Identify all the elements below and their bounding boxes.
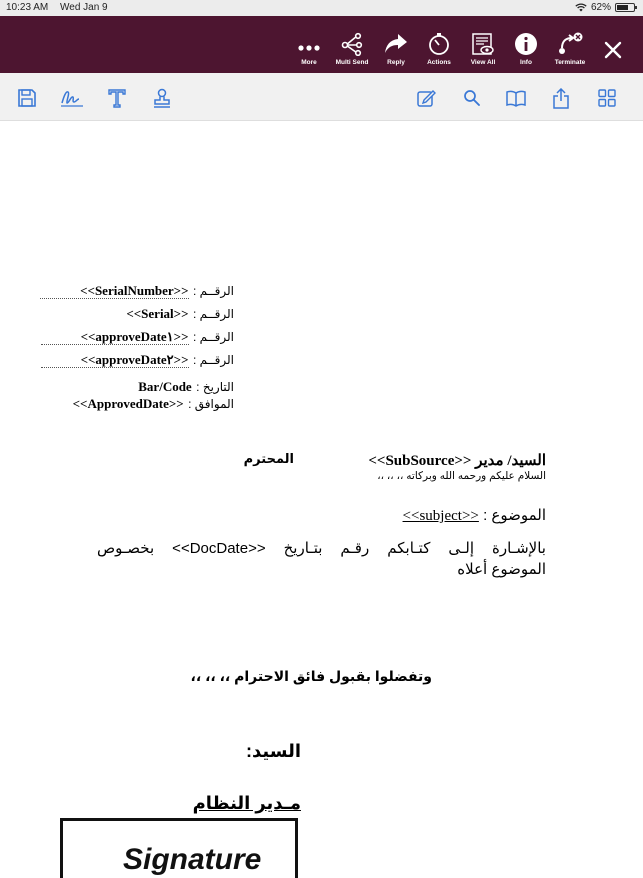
barcode-field: Bar/Code — [138, 379, 192, 394]
subject-line — [403, 506, 546, 525]
approved-label: الموافق : — [188, 397, 234, 411]
recipient-line — [368, 451, 546, 470]
actions-label: Actions — [427, 59, 451, 66]
status-date: Wed Jan 9 — [60, 2, 108, 13]
serial-number-field: <<SerialNumber>> — [40, 283, 188, 299]
top-toolbar — [0, 16, 643, 73]
terminate-icon — [556, 32, 584, 56]
approve-date-1-field: <<approveDate١>> — [41, 329, 189, 345]
info-icon — [514, 32, 538, 56]
text-tool-icon[interactable] — [107, 88, 127, 108]
save-icon[interactable] — [17, 88, 37, 108]
approved-date-field: <<ApprovedDate>> — [72, 396, 184, 411]
approve-date-2-field: <<approveDate٢>> — [41, 352, 189, 368]
reply-label: Reply — [387, 59, 405, 66]
status-bar — [0, 0, 643, 16]
subject-field: <<subject>> — [402, 508, 479, 524]
field-row — [41, 328, 234, 346]
approved-row — [73, 395, 234, 413]
date-label: التاريخ : — [196, 380, 234, 394]
body-line-2: الموضوع أعلاه — [457, 561, 546, 578]
field-row — [126, 305, 234, 323]
signature-box[interactable] — [60, 818, 298, 878]
multi-send-icon — [340, 32, 364, 56]
info-label: Info — [520, 59, 532, 66]
share-icon[interactable] — [551, 88, 571, 110]
more-label: More — [301, 59, 317, 66]
reply-icon — [384, 32, 408, 56]
terminate-label: Terminate — [554, 59, 586, 66]
view-all-icon — [471, 32, 495, 56]
serial-field: <<Serial>> — [126, 306, 189, 321]
field-label: الرقــم : — [192, 330, 234, 344]
annotate-icon[interactable] — [416, 88, 436, 108]
multi-send-label: Multi Send — [335, 59, 369, 66]
search-icon[interactable] — [462, 88, 482, 108]
date-row — [138, 378, 234, 396]
battery-percent: 62% — [590, 2, 611, 13]
greeting: السلام عليكم ورحمه الله وبركاته ،، ،، ،، — [377, 470, 546, 482]
terminate-button[interactable] — [544, 32, 596, 66]
signature-icon[interactable] — [60, 88, 84, 108]
close-icon[interactable] — [603, 40, 623, 60]
closing: وتفضلوا بقبول فائق الاحترام ،، ،، ،، — [190, 668, 432, 684]
more-icon — [297, 32, 321, 56]
actions-icon — [427, 32, 451, 56]
signature-role: مـدير النظام — [192, 793, 301, 813]
body-line-1: بالإشـارة إلـى كتـابكم رقـم بتـاريخ <<DocDate>> بخصـوص — [97, 540, 546, 557]
status-right — [575, 2, 635, 13]
status-time: 10:23 AM — [6, 2, 49, 13]
battery-icon — [615, 3, 635, 12]
recipient: السيد/ مدير <<SubSource>> — [368, 453, 546, 469]
view-all-label: View All — [470, 59, 496, 66]
field-row — [40, 282, 234, 300]
signature-text: Signature — [123, 843, 262, 876]
field-label: الرقــم : — [192, 307, 234, 321]
subject-label: الموضوع : — [483, 507, 546, 524]
stamp-icon[interactable] — [152, 88, 172, 108]
signature-title: السيد: — [246, 741, 301, 761]
honorific: المحترم — [243, 451, 294, 466]
grid-icon[interactable] — [597, 88, 617, 108]
edit-toolbar — [0, 73, 643, 121]
field-label: الرقــم : — [192, 353, 234, 367]
wifi-icon — [575, 3, 587, 12]
field-row — [41, 351, 234, 369]
field-label: الرقــم : — [192, 284, 234, 298]
book-icon[interactable] — [505, 88, 527, 108]
